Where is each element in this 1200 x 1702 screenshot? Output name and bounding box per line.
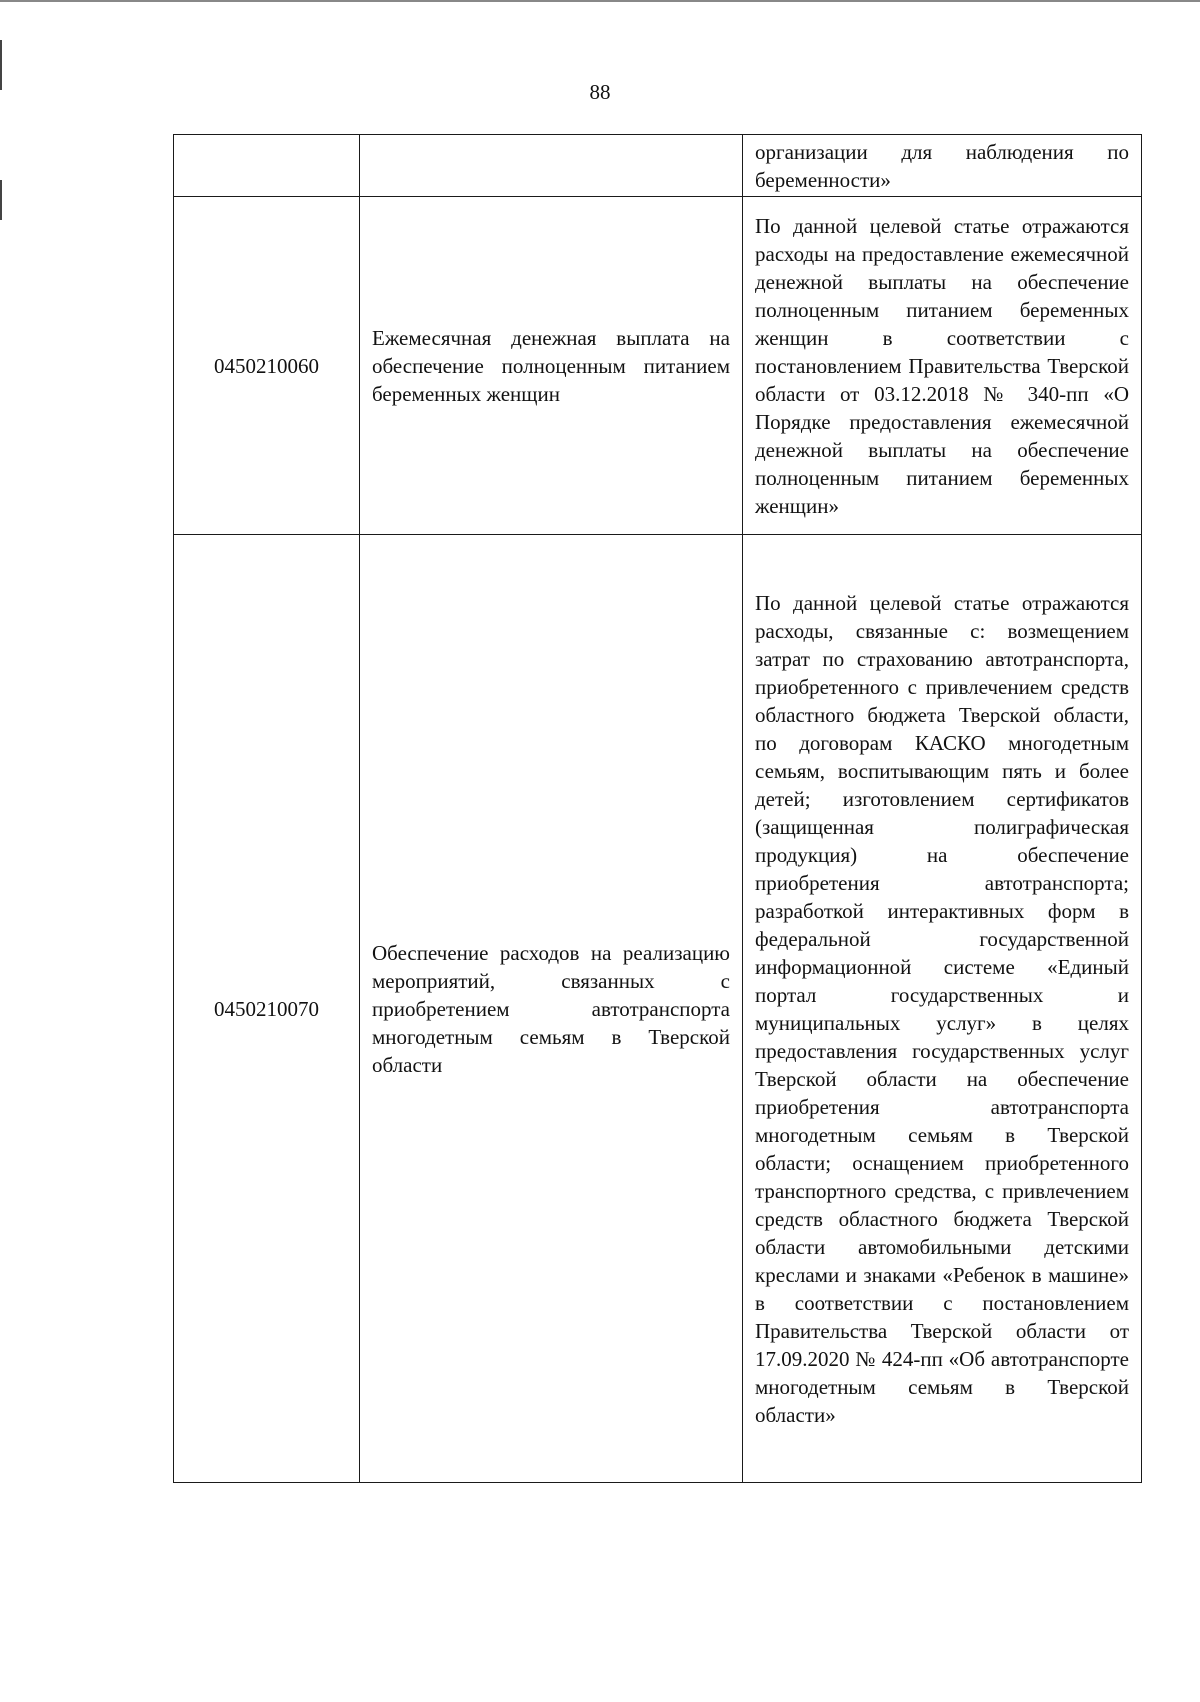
table-row <box>174 535 1142 1483</box>
name-cell <box>360 135 743 197</box>
code-cell: 0450210070 <box>174 535 360 1483</box>
code-cell <box>174 135 360 197</box>
name-cell: Ежемесячная денежная выплата на обеспечение полноценным питанием беременных женщин <box>360 197 743 535</box>
code-cell: 0450210060 <box>174 197 360 535</box>
budget-classification-table <box>173 134 1142 1483</box>
table-row <box>174 135 1142 197</box>
table-row <box>174 197 1142 535</box>
scan-left-edge-mark <box>0 180 2 220</box>
name-cell: Обеспечение расходов на реализацию мероприятий, связанных с приобретением автотранспорта многодетным семьям в Тверской области <box>360 535 743 1483</box>
description-cell: По данной целевой статье отражаются расходы, связанные с: возмещением затрат по страхованию автотранспорта, приобретенного с привлечением средств областного бюджета Тверской области, по договорам КАСКО многодетным семьям, воспитывающим пять и более детей; изготовлением сертификатов (защищенная полиграфическая продукция) на обеспечение приобретения автотранспорта; разработкой интерактивных форм в федеральной государственной информационной системе «Единый портал государственных и муниципальных услуг» в целях предоставления государственных услуг Тверской области на обеспечение приобретения автотранспорта многодетным семьям в Тверской области; оснащением приобретенного транспортного средства, с привлечением средств областного бюджета Тверской области автомобильными детскими креслами и знаками «Ребенок в машине» в соответствии с постановлением Правительства Тверской области от 17.09.2020 № 424-пп «Об автотранспорте многодетным семьям в Тверской области» <box>743 535 1142 1483</box>
page-number: 88 <box>589 80 611 104</box>
description-cell: По данной целевой статье отражаются расходы на предоставление ежемесячной денежной выплаты на обеспечение полноценным питанием беременных женщин в соответствии с постановлением Правительства Тверской области от 03.12.2018 № 340-пп «О Порядке предоставления ежемесячной денежной выплаты на обеспечение полноценным питанием беременных женщин» <box>743 197 1142 535</box>
scan-top-edge-line <box>0 0 1200 2</box>
description-cell: организации для наблюдения по беременности» <box>743 135 1142 197</box>
